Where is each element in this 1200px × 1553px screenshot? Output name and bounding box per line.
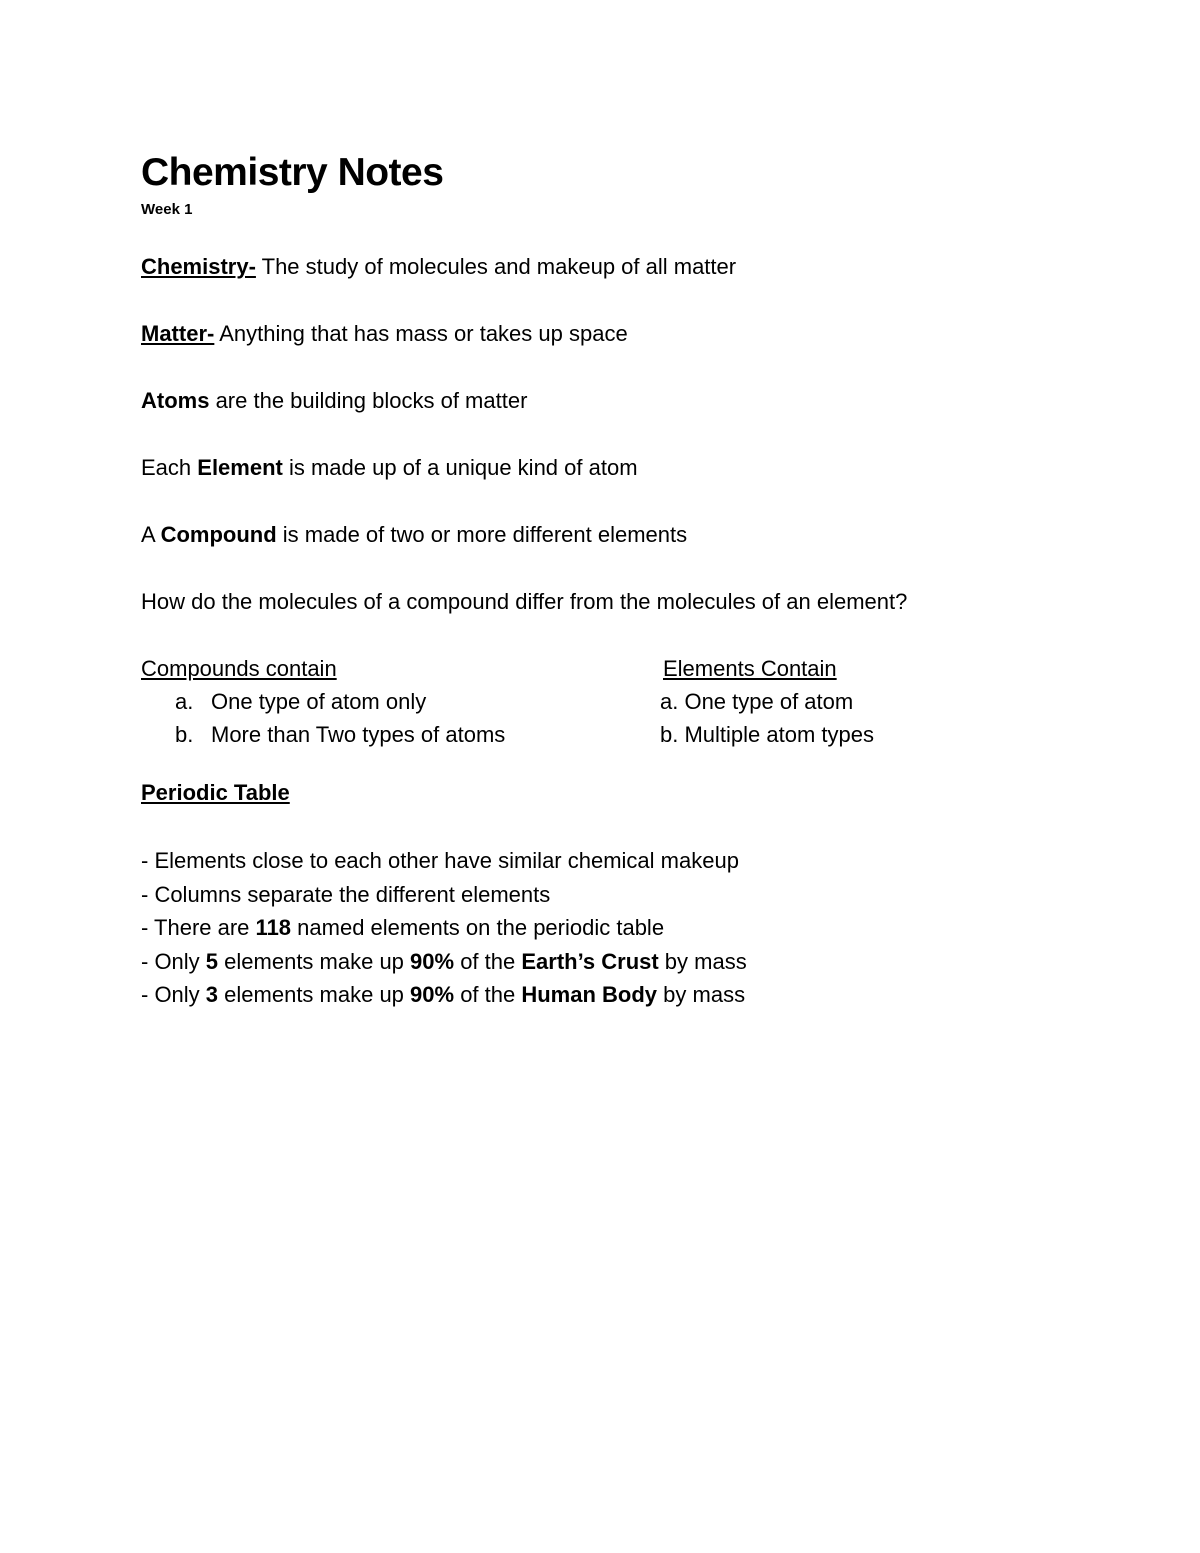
- compound-statement-text: is made of two or more different elements: [276, 522, 688, 547]
- text-fragment: of the: [454, 982, 522, 1007]
- count-118: 118: [255, 915, 292, 940]
- chemistry-definition: [141, 252, 1101, 282]
- list-item: - Elements close to each other have similar chemical makeup: [141, 848, 739, 873]
- human-body-term: Human Body: [521, 982, 658, 1007]
- list-item: [141, 685, 505, 718]
- periodic-table-heading: Periodic Table: [141, 780, 290, 805]
- list-item-text: More than Two types of atoms: [211, 722, 506, 747]
- text-fragment: - There are: [141, 915, 256, 940]
- atoms-statement-text: are the building blocks of matter: [209, 388, 528, 413]
- page-subtitle: Week 1: [141, 201, 193, 218]
- chemistry-definition-text: The study of molecules and makeup of all matter: [255, 254, 737, 279]
- atoms-statement: [141, 386, 1101, 416]
- element-term: Element: [197, 455, 283, 480]
- matter-definition-text: Anything that has mass or takes up space: [214, 321, 628, 346]
- periodic-table-notes: [141, 844, 1101, 1012]
- list-item-text: One type of atom only: [211, 689, 427, 714]
- earths-crust-term: Earth’s Crust: [521, 948, 659, 974]
- text-fragment: elements make up: [218, 948, 411, 974]
- text-fragment: by mass: [658, 948, 747, 974]
- percent-90: 90%: [410, 982, 455, 1007]
- element-statement-text: is made up of a unique kind of atom: [282, 455, 638, 480]
- compound-statement: [141, 520, 1101, 550]
- compound-statement-prefix: A: [141, 522, 161, 547]
- element-statement-prefix: Each: [141, 455, 198, 480]
- list-item: a. One type of atom: [660, 689, 854, 714]
- text-fragment: named elements on the periodic table: [291, 915, 665, 940]
- text-fragment: - Only: [141, 982, 206, 1007]
- question: How do the molecules of a compound differ from the molecules of an element?: [141, 589, 908, 614]
- count-3: 3: [205, 982, 219, 1007]
- document-page: [141, 150, 1101, 1012]
- count-5: 5: [205, 948, 219, 974]
- matter-term: Matter-: [141, 321, 215, 346]
- compounds-column: [141, 652, 505, 751]
- list-marker: b.: [175, 722, 194, 747]
- comparison-columns: [141, 652, 1101, 756]
- list-item: [141, 945, 1101, 979]
- list-item: [141, 911, 1101, 945]
- elements-column: [660, 652, 874, 751]
- list-item: [141, 718, 505, 751]
- list-item: b. Multiple atom types: [660, 722, 874, 747]
- atoms-term: Atoms: [141, 388, 210, 413]
- compounds-heading: Compounds contain: [141, 656, 337, 681]
- elements-heading: Elements Contain: [663, 656, 837, 681]
- compound-term: Compound: [160, 522, 277, 547]
- list-item: [141, 978, 1101, 1012]
- page-title: Chemistry Notes: [141, 151, 444, 194]
- matter-definition: [141, 319, 1101, 349]
- percent-90: 90%: [410, 948, 455, 974]
- text-fragment: - Only: [141, 948, 206, 974]
- chemistry-term: Chemistry-: [141, 254, 256, 279]
- element-statement: [141, 453, 1101, 483]
- text-fragment: elements make up: [218, 982, 411, 1007]
- text-fragment: by mass: [657, 982, 746, 1007]
- list-marker: a.: [175, 689, 194, 714]
- list-item: - Columns separate the different elements: [141, 881, 551, 907]
- text-fragment: of the: [454, 948, 522, 974]
